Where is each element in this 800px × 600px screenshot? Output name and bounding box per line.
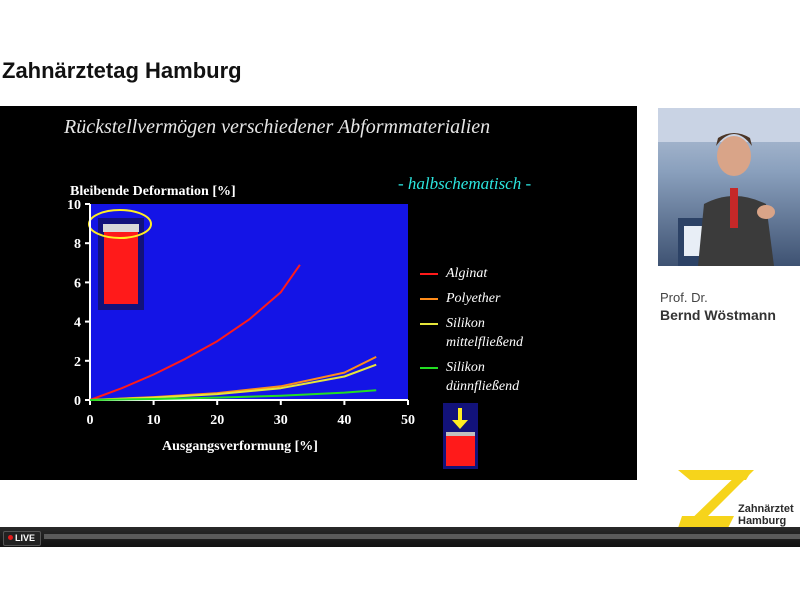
material-block-illustration xyxy=(89,210,151,310)
live-dot-icon xyxy=(8,535,13,540)
legend-label: Polyether xyxy=(446,291,501,306)
compressed-block-illustration xyxy=(443,403,478,469)
y-tick-label: 0 xyxy=(74,394,81,409)
legend-label: Silikon mittelfließend xyxy=(446,316,523,350)
y-tick-label: 4 xyxy=(74,315,81,331)
progress-bar[interactable] xyxy=(44,534,800,539)
legend-label: Alginat xyxy=(446,266,488,281)
slide-title: Rückstellvermögen verschiedener Abformmaterialien xyxy=(64,116,491,138)
x-tick-label: 0 xyxy=(86,413,94,428)
logo-line-2: Hamburg xyxy=(738,515,787,527)
legend-label: Silikon dünnfließend xyxy=(446,360,520,394)
live-button[interactable] xyxy=(3,531,41,546)
x-tick-label: 50 xyxy=(401,413,415,428)
legend-item-polyether xyxy=(420,289,580,308)
chart-legend xyxy=(420,264,580,402)
presentation-slide xyxy=(0,106,637,480)
speaker-video[interactable] xyxy=(658,108,800,266)
slide-note: - halbschematisch - xyxy=(398,174,532,193)
speaker-title: Prof. Dr. xyxy=(660,290,708,305)
event-title: Zahnärztetag Hamburg xyxy=(2,58,242,83)
x-tick-label: 40 xyxy=(337,413,352,428)
legend-item-alginat xyxy=(420,264,580,283)
x-tick-label: 30 xyxy=(273,413,288,428)
legend-item-silikon-duenn xyxy=(420,358,580,396)
legend-swatch xyxy=(420,367,438,369)
y-tick-label: 8 xyxy=(74,237,81,253)
x-tick-label: 10 xyxy=(146,413,161,428)
y-tick-label: 2 xyxy=(74,354,81,370)
legend-swatch xyxy=(420,273,438,275)
y-tick-label: 6 xyxy=(74,276,81,292)
logo-line-1: Zahnärztet xyxy=(738,503,794,515)
speaker-name: Bernd Wöstmann xyxy=(660,307,776,323)
chart-x-label: Ausgangsverformung [%] xyxy=(162,439,318,454)
x-tick-label: 20 xyxy=(210,413,225,428)
y-tick-label: 10 xyxy=(67,198,81,213)
speaker-figure xyxy=(658,108,800,266)
legend-swatch xyxy=(420,323,438,325)
live-label: LIVE xyxy=(15,533,36,543)
legend-swatch xyxy=(420,298,438,300)
chart-y-label: Bleibende Deformation [%] xyxy=(70,184,236,199)
logo-text xyxy=(738,503,794,527)
legend-item-silikon-mittel xyxy=(420,314,580,352)
